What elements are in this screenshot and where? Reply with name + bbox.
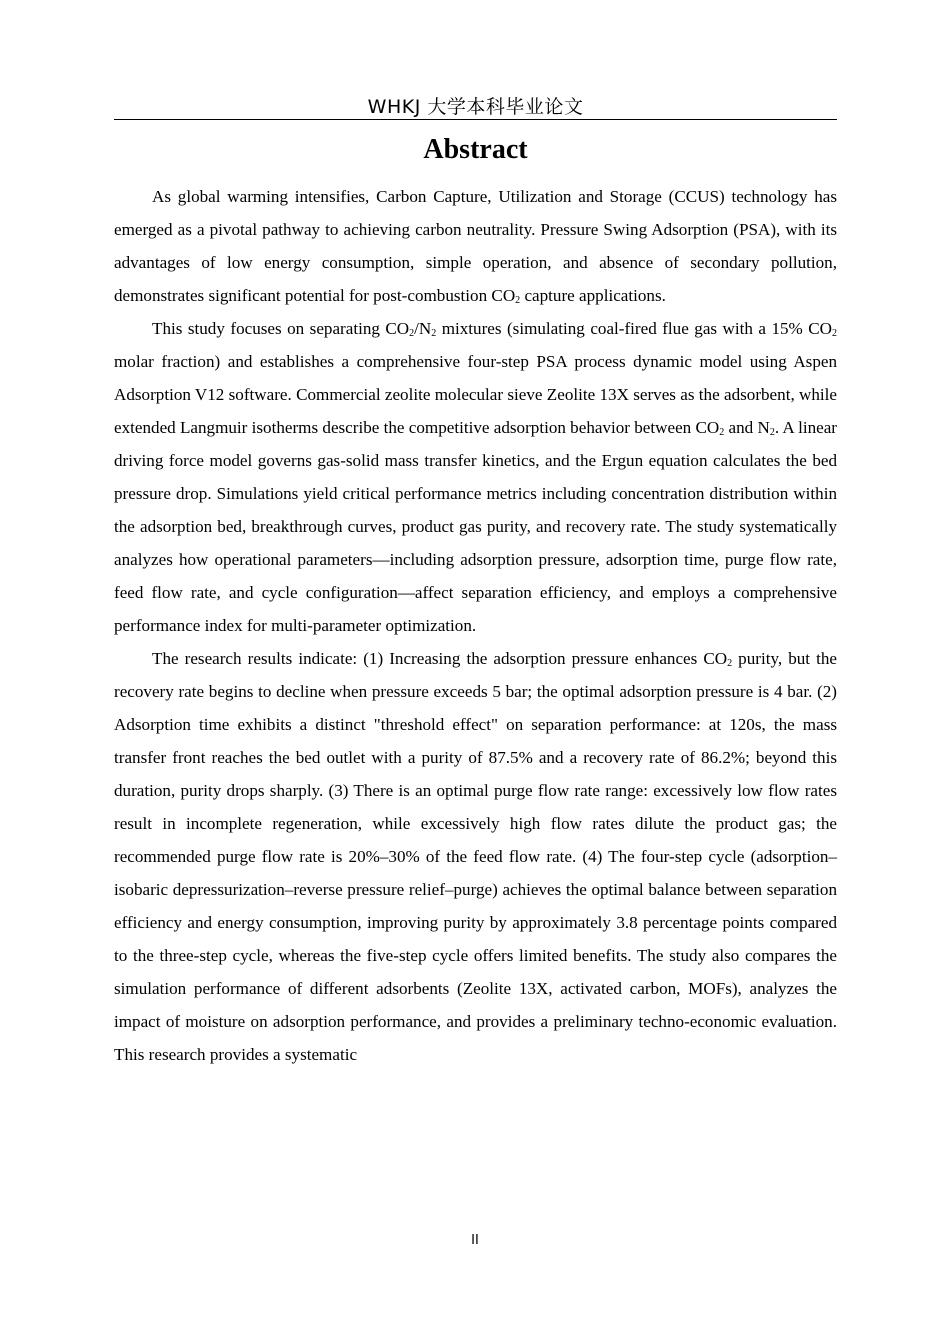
abstract-paragraph-3 <box>114 642 837 1071</box>
subscript: 2 <box>409 328 415 339</box>
text-run: capture applications. <box>520 286 666 305</box>
text-run: /N <box>414 319 432 338</box>
subscript: 2 <box>727 658 733 669</box>
header-rule <box>114 119 837 120</box>
abstract-paragraph-1 <box>114 180 837 312</box>
text-run: molar fraction) and establishes a comprehensive four-step PSA process dynamic model using Aspen Adsorption V12 software. Commercial zeolite molecular sieve Zeolite 13X serves as the adsorbent, while extended Langmuir isotherms describe the competitive adsorption behavior between CO <box>114 352 837 437</box>
running-header: WHKJ 大学本科毕业论文 <box>367 96 584 118</box>
subscript: 2 <box>431 328 437 339</box>
text-run: purity, but the recovery rate begins to decline when pressure exceeds 5 bar; the optimal adsorption pressure is 4 bar. (2) Adsorption time exhibits a distinct "threshold effect" on separation performance: at 120s, the mass transfer front reaches the bed outlet with a purity of 87.5% and a recovery rate of 86.2%; beyond this duration, purity drops sharply. (3) There is an optimal purge flow rate range: excessively low flow rates result in incomplete regeneration, while excessively high flow rates dilute the product gas; the recommended purge flow rate is 20%–30% of the feed flow rate. (4) The four-step cycle (adsorption–isobaric depressurization–reverse pressure relief–purge) achieves the optimal balance between separation efficiency and energy consumption, improving purity by approximately 3.8 percentage points compared to the three-step cycle, whereas the five-step cycle offers limited benefits. The study also compares the simulation performance of different adsorbents (Zeolite 13X, activated carbon, MOFs), analyzes the impact of moisture on adsorption performance, and provides a preliminary techno-economic evaluation. This research provides a systematic <box>114 649 837 1064</box>
subscript: 2 <box>832 328 837 339</box>
subscript: 2 <box>515 295 521 306</box>
text-run: mixtures (simulating coal-fired flue gas with a 15% CO <box>436 319 832 338</box>
subscript: 2 <box>719 427 725 438</box>
text-run: and N <box>724 418 770 437</box>
subscript: 2 <box>769 427 775 438</box>
text-run: The research results indicate: (1) Increasing the adsorption pressure enhances CO <box>152 649 728 668</box>
text-run: . A linear driving force model governs gas-solid mass transfer kinetics, and the Ergun equation calculates the bed pressure drop. Simulations yield critical performance metrics including concentration distribution within the adsorption bed, breakthrough curves, product gas purity, and recovery rate. The study systematically analyzes how operational parameters—including adsorption pressure, adsorption time, purge flow rate, feed flow rate, and cycle configuration—affect separation efficiency, and employs a comprehensive performance index for multi-parameter optimization. <box>114 418 838 635</box>
abstract-heading: Abstract <box>423 134 528 165</box>
abstract-body <box>114 180 837 1071</box>
text-run: This study focuses on separating CO <box>152 319 410 338</box>
text-run: As global warming intensifies, Carbon Capture, Utilization and Storage (CCUS) technology has emerged as a pivotal pathway to achieving carbon neutrality. Pressure Swing Adsorption (PSA), with its advantages of low energy consumption, simple operation, and absence of secondary pollution, demonstrates significant potential for post-combustion CO <box>114 187 837 305</box>
abstract-paragraph-2 <box>114 312 837 642</box>
page-number: II <box>471 1233 479 1248</box>
